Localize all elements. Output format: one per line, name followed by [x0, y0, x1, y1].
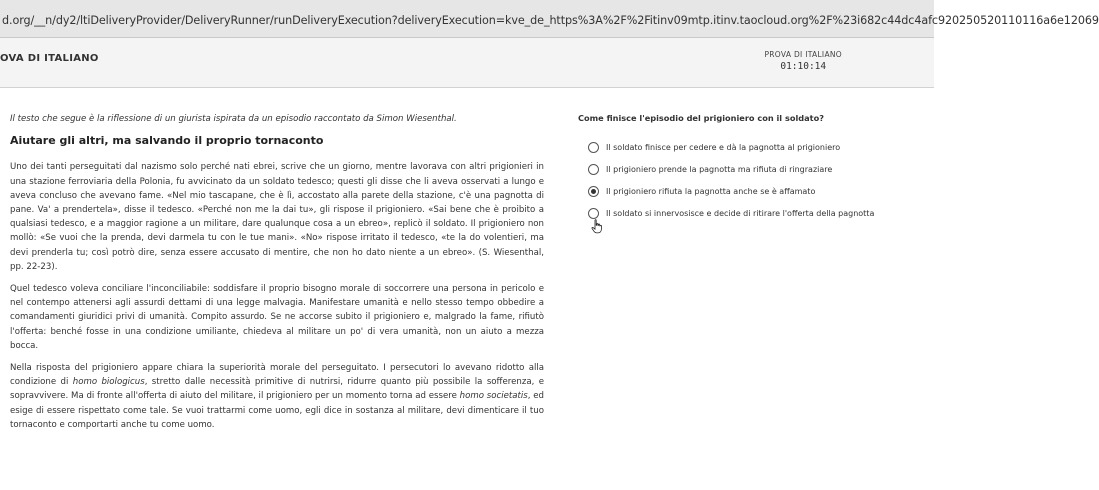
radio-button-2[interactable]: [588, 164, 599, 175]
answer-option-4[interactable]: [578, 202, 908, 224]
timer-block: [764, 50, 842, 72]
passage-paragraph-1: Uno dei tanti perseguitati dal nazismo solo perché nati ebrei, scrive che un giorno, mentre lavorava con altri prigionieri in una stazione ferroviaria della Polonia, fu avvicinato da un soldato tedesco; questi gli disse che li aveva osservati a lungo e aveva concluso che avevano fame. «Nel mio tascapane, che è lì, accostato alla parete della stazione, c'è una pagnotta di pane. Va' a prendertela», disse il tedesco. «Perché non me la dai tu», gli rispose il prigioniero. «Sai bene che è proibito a qualsiasi tedesco, e a maggior ragione a un militare, dare qualunque cosa a un ebreo», replicò il soldato. Il prigioniero non mollò: «Se vuoi che la prenda, devi darmela tu con le tue mani». «No» rispose irritato il tedesco, «te la do volentieri, ma devi prenderla tu; così potrò dire, senza essere accusato di mentire, che non ho dato niente a un ebreo». (S. Wiesenthal, pp. 22-23).: [10, 162, 544, 272]
radio-button-3[interactable]: [588, 186, 599, 197]
paragraph-3-part-1: Nella risposta del prigioniero appare chiara la superiorità morale del perseguitato. I persecutori lo avevano ridotto alla condizione di: [10, 363, 544, 388]
passage-title: Aiutare gli altri, ma salvando il proprio tornaconto: [10, 134, 324, 148]
paragraph-3-part-2: , stretto dalle necessità primitive di nutrirsi, ridurre quanto più possibile la sofferenza, e sopravvivere. Ma di fronte all'offerta di aiuto del militare, il prigioniero per un momento torna ad essere: [10, 377, 544, 402]
answer-option-4-label: Il soldato si innervosisce e decide di ritirare l'offerta della pagnotta: [606, 208, 875, 218]
answer-option-2[interactable]: [578, 158, 908, 180]
answer-option-1[interactable]: [578, 136, 908, 158]
countdown-timer: 01:10:14: [780, 61, 827, 72]
url-text: d.org/__n/dy2/ltiDeliveryProvider/DeliveryRunner/runDeliveryExecution?deliveryExecution=kve_de_https%3A%2F%2Fitinv09mtp.itinv.taocloud.org%2F%23i682c44dc4afc920250520110116a6e12069: [2, 14, 1099, 27]
homo-biologicus-term: homo biologicus: [72, 377, 145, 388]
test-title: OVA DI ITALIANO: [0, 53, 99, 64]
passage-intro: Il testo che segue è la riflessione di un giurista ispirata da un episodio raccontato da Simon Wiesenthal.: [10, 114, 457, 124]
paragraph-3-part-3: , ed esige di essere rispettato come tale. Se vuoi trattarmi come uomo, egli dice in sostanza al militare, devi dimenticare il tuo tornaconto e comportarti anche tu come uomo.: [10, 391, 544, 430]
homo-societatis-term: homo societatis: [459, 391, 528, 402]
question-panel: [578, 113, 908, 224]
radio-button-4[interactable]: [588, 208, 599, 219]
radio-button-1[interactable]: [588, 142, 599, 153]
answer-option-3[interactable]: [578, 180, 908, 202]
section-title: PROVA DI ITALIANO: [764, 50, 842, 59]
answer-option-1-label: Il soldato finisce per cedere e dà la pagnotta al prigioniero: [606, 142, 841, 152]
question-prompt: Come finisce l'episodio del prigioniero con il soldato?: [578, 113, 824, 123]
test-header: [0, 38, 934, 88]
passage-paragraph-2: Quel tedesco voleva conciliare l'inconciliabile: soddisfare il proprio bisogno morale di soccorrere una persona in pericolo e nel contempo attenersi agli assurdi dettami di una legge malvagia. Manifestare umanità e nello stesso tempo obbedire a comandamenti giuridici privi di umanità. Compito assurdo. Se ne accorse subito il prigioniero e, malgrado la fame, rifiutò l'offerta: benché fosse in una condizione umiliante, chiedeva al militare un po' di vera umanità, non un aiuto a mezza bocca.: [10, 284, 544, 351]
hand-pointer-icon: [591, 219, 603, 234]
browser-address-bar[interactable]: [0, 0, 1099, 38]
reading-passage: [10, 112, 544, 440]
passage-paragraph-3: [10, 361, 544, 432]
answer-option-3-label: Il prigioniero rifiuta la pagnotta anche se è affamato: [606, 186, 816, 196]
answer-option-2-label: Il prigioniero prende la pagnotta ma rifiuta di ringraziare: [606, 164, 833, 174]
